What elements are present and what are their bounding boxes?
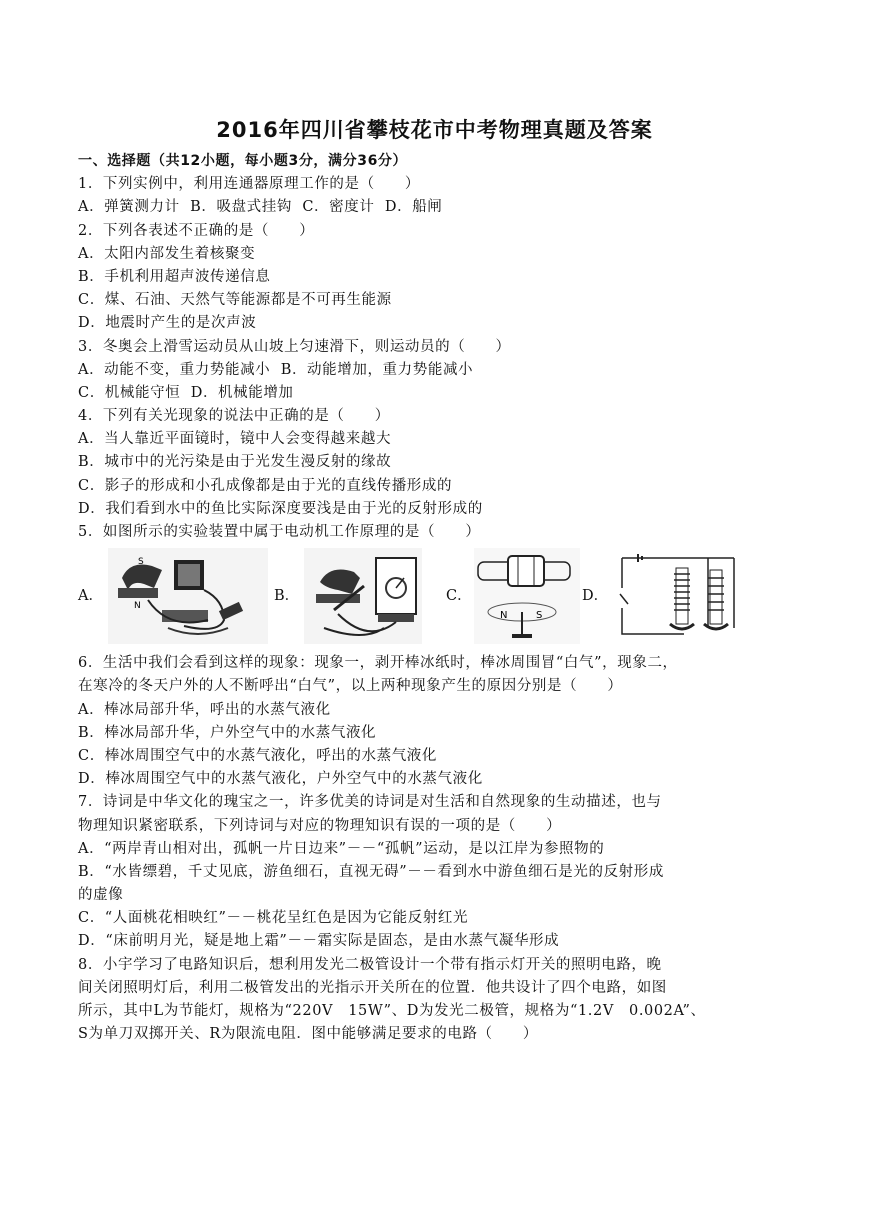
text-line: 所示，其中L为节能灯，规格为“220V 15W”、D为发光二极管，规格为“1.2V 0.002A”、 [78, 1003, 706, 1019]
mark-s: S [536, 610, 543, 622]
mark-s: S [138, 557, 144, 568]
text-line: D．棒冰周围空气中的水蒸气液化，户外空气中的水蒸气液化 [78, 771, 483, 788]
mark-n: N [500, 610, 508, 622]
text-line: 的虚像 [78, 887, 124, 904]
text-line: A．棒冰局部升华，呼出的水蒸气液化 [78, 701, 331, 718]
text-line: A．弹簧测力计 B．吸盘式挂钩 C．密度计 D．船闸 [78, 199, 443, 216]
text-line: 3．冬奥会上滑雪运动员从山坡上匀速滑下，则运动员的（ ） [78, 338, 511, 355]
page-title: 2016年四川省攀枝花市中考物理真题及答案 [216, 118, 653, 142]
text-line: A．动能不变，重力势能减小 B．动能增加，重力势能减小 [78, 361, 474, 378]
q5-figures [78, 548, 798, 650]
questions-1-5 [78, 173, 798, 544]
text-line: B．棒冰局部升华，户外空气中的水蒸气液化 [78, 724, 377, 741]
section-heading: 一、选择题（共12小题，每小题3分，满分36分） [78, 153, 408, 169]
text-line: S为单刀双掷开关、R为限流电阻．图中能够满足要求的电路（ ） [78, 1026, 538, 1043]
text-line: A．当人靠近平面镜时，镜中人会变得越来越大 [78, 431, 392, 448]
figure-label-c: C． [446, 588, 472, 605]
document-body [78, 150, 798, 1046]
text-line: C．影子的形成和小孔成像都是由于光的直线传播形成的 [78, 477, 453, 494]
text-line: 物理知识紧密联系，下列诗词与对应的物理知识有误的一项的是（ ） [78, 817, 562, 834]
figure-label-a: A． [78, 588, 103, 605]
text-line: 7．诗词是中华文化的瑰宝之一，许多优美的诗词是对生活和自然现象的生动描述，也与 [78, 794, 662, 811]
text-line: B．城市中的光污染是由于光发生漫反射的缘故 [78, 454, 392, 471]
text-line: D．我们看到水中的鱼比实际深度要浅是由于光的反射形成的 [78, 500, 483, 517]
text-line: B．手机利用超声波传递信息 [78, 268, 271, 285]
text-line: 间关闭照明灯后，利用二极管发出的光指示开关所在的位置．他共设计了四个电路，如图 [78, 979, 667, 996]
figure-a-generator-apparatus [108, 548, 268, 644]
figure-label-d: D． [582, 588, 609, 605]
text-line: 在寒冷的冬天户外的人不断呼出“白气”，以上两种现象产生的原因分别是（ ） [78, 678, 623, 695]
figure-label-b: B． [274, 588, 300, 605]
mark-n: N [134, 601, 141, 612]
figure-c-compass-coil [474, 548, 580, 644]
text-line: C．“人面桃花相映红”－－桃花呈红色是因为它能反射红光 [78, 910, 469, 927]
figure-d-electromagnets [614, 548, 742, 644]
text-line: D．地震时产生的是次声波 [78, 315, 257, 332]
text-line: 4．下列有关光现象的说法中正确的是（ ） [78, 408, 390, 425]
text-line: 6．生活中我们会看到这样的现象：现象一，剥开棒冰纸时，棒冰周围冒“白气”，现象二， [78, 655, 678, 672]
text-line: B．“水皆缥碧，千丈见底，游鱼细石，直视无碍”－－看到水中游鱼细石是光的反射形成 [78, 863, 664, 880]
text-line: A．“两岸青山相对出，孤帆一片日边来”－－“孤帆”运动，是以江岸为参照物的 [78, 840, 605, 857]
text-line: A．太阳内部发生着核聚变 [78, 245, 256, 262]
text-line: C．机械能守恒 D．机械能增加 [78, 384, 294, 401]
text-line: 5．如图所示的实验装置中属于电动机工作原理的是（ ） [78, 524, 481, 540]
text-line: 2．下列各表述不正确的是（ ） [78, 222, 315, 239]
questions-6-8 [78, 652, 798, 1046]
text-line: C．棒冰周围空气中的水蒸气液化，呼出的水蒸气液化 [78, 747, 437, 764]
text-line: C．煤、石油、天然气等能源都是不可再生能源 [78, 292, 392, 309]
figure-b-galvanometer-apparatus [304, 548, 422, 644]
text-line: 8．小宇学习了电路知识后，想利用发光二极管设计一个带有指示灯开关的照明电路，晚 [78, 956, 662, 973]
text-line: D．“床前明月光，疑是地上霜”－－霜实际是固态，是由水蒸气凝华形成 [78, 933, 560, 950]
text-line: 1．下列实例中，利用连通器原理工作的是（ ） [78, 176, 421, 193]
